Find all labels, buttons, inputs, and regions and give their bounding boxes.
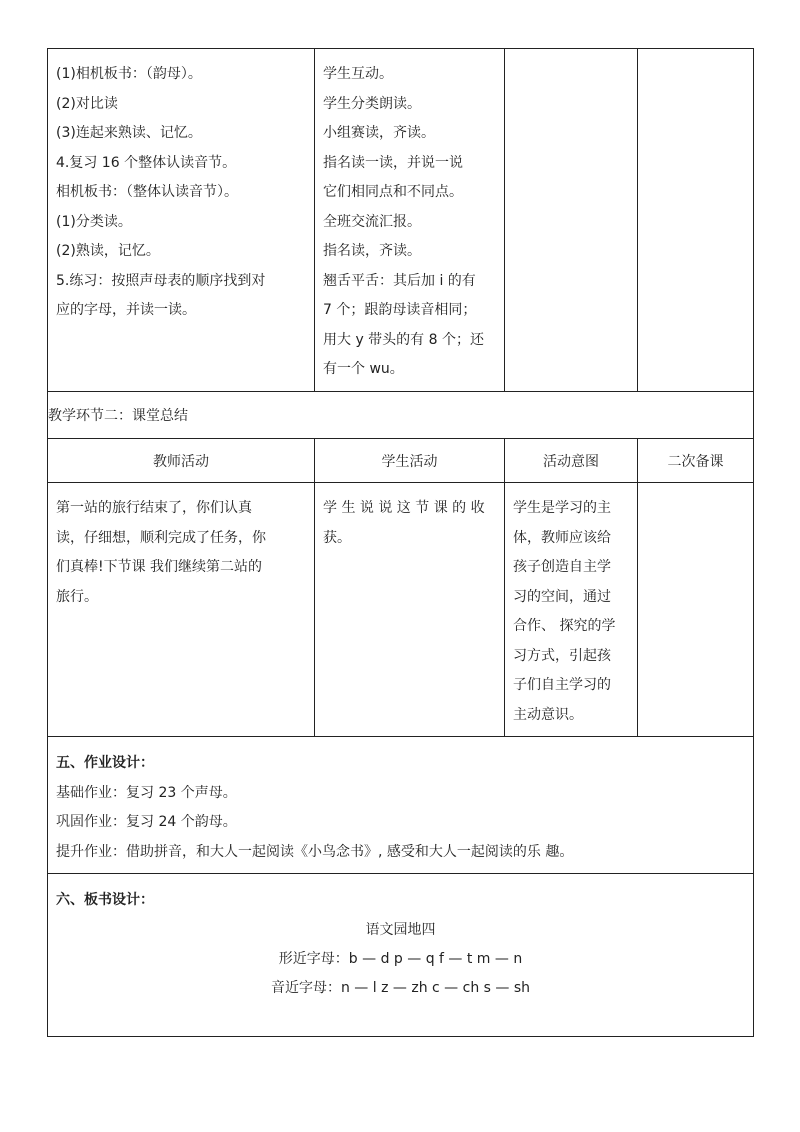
- text-line: 主动意识。: [513, 706, 583, 723]
- stage-row: [48, 392, 754, 439]
- homework-item: 基础作业：复习 23 个声母。: [56, 784, 237, 801]
- student-activity-text: [315, 483, 504, 559]
- text-line: 习方式，引起孩: [513, 647, 611, 664]
- board-cell: [48, 874, 754, 1037]
- text-line: 学生互动。: [323, 66, 393, 82]
- text-line: 学生是学习的主: [513, 500, 611, 516]
- text-line: (2)对比读: [56, 95, 118, 112]
- board-line: 音近字母：n — l z — zh c — ch s — sh: [270, 979, 530, 996]
- text-line: 学 生 说 说 这 节 课 的 收: [323, 500, 485, 516]
- text-line: 获。: [323, 529, 351, 546]
- homework-row: [48, 737, 754, 874]
- homework-cell: [48, 737, 754, 874]
- text-line: 孩子创造自主学: [513, 559, 611, 575]
- activities-row-1: [48, 49, 754, 392]
- header-intent: 活动意图: [505, 439, 638, 483]
- backup-cell: [638, 49, 754, 392]
- intent-cell: [505, 49, 638, 392]
- text-line: 合作、 探究的学: [513, 618, 616, 634]
- text-line: 读，仔细想，顺利完成了任务，你: [56, 529, 266, 546]
- header-backup: 二次备课: [638, 439, 754, 483]
- header-teacher: 教师活动: [48, 439, 315, 483]
- homework-list: [56, 779, 745, 868]
- text-line: 全班交流汇报。: [323, 213, 421, 230]
- student-activity-text: [315, 49, 504, 391]
- text-line: (2)熟读，记忆。: [56, 243, 160, 259]
- teacher-activity-cell: [48, 483, 315, 737]
- text-line: 5.练习：按照声母表的顺序找到对: [56, 272, 266, 289]
- text-line: (1)分类读。: [56, 213, 132, 230]
- text-line: 相机板书：（整体认读音节）。: [56, 184, 238, 200]
- text-line: 它们相同点和不同点。: [323, 184, 463, 200]
- text-line: 习的空间，通过: [513, 588, 611, 605]
- backup-cell: [638, 483, 754, 737]
- activities-row-2: [48, 483, 754, 737]
- text-line: 4.复习 16 个整体认读音节。: [56, 154, 237, 171]
- board-line: 形近字母：b — d p — q f — t m — n: [278, 950, 523, 967]
- teacher-activity-cell: [48, 49, 315, 392]
- student-activity-cell: [315, 49, 505, 392]
- text-line: 第一站的旅行结束了，你们认真: [56, 500, 252, 516]
- text-line: 有一个 wu。: [323, 361, 404, 377]
- text-line: 7 个；跟韵母读音相同；: [323, 302, 477, 318]
- text-line: 指名读，齐读。: [323, 243, 421, 259]
- intent-text: [505, 483, 637, 736]
- student-activity-cell: [315, 483, 505, 737]
- teacher-activity-text: [48, 49, 314, 332]
- board-row: [48, 874, 754, 1037]
- stage-title: 教学环节二：课堂总结: [48, 392, 754, 439]
- text-line: 用大 y 带头的有 8 个；还: [323, 331, 484, 348]
- lesson-plan-table: [47, 48, 754, 1037]
- text-line: 旅行。: [56, 588, 98, 605]
- board-title: 六、板书设计：: [56, 892, 154, 908]
- intent-cell: [505, 483, 638, 737]
- text-line: 小组赛读，齐读。: [323, 125, 435, 141]
- text-line: 翘舌平舌：其后加 i 的有: [323, 272, 476, 289]
- homework-item: 提升作业：借助拼音，和大人一起阅读《小鸟念书》, 感受和大人一起阅读的乐 趣。: [56, 843, 574, 860]
- header-student: 学生活动: [315, 439, 505, 483]
- board-content: [56, 916, 745, 1003]
- text-line: 子们自主学习的: [513, 677, 611, 693]
- homework-title: 五、作业设计：: [56, 755, 154, 771]
- board-heading: 语文园地四: [365, 921, 436, 938]
- text-line: 应的字母，并读一读。: [56, 302, 196, 318]
- board-lines: [56, 945, 745, 1003]
- text-line: (1)相机板书：（韵母）。: [56, 66, 202, 82]
- text-line: 指名读一读，并说一说: [323, 154, 463, 171]
- header-row: [48, 439, 754, 483]
- text-line: 们真棒!下节课 我们继续第二站的: [56, 559, 263, 575]
- homework-item: 巩固作业：复习 24 个韵母。: [56, 814, 237, 830]
- text-line: (3)连起来熟读、记忆。: [56, 125, 202, 141]
- text-line: 学生分类朗读。: [323, 95, 421, 112]
- teacher-activity-text: [48, 483, 314, 618]
- text-line: 体，教师应该给: [513, 529, 611, 546]
